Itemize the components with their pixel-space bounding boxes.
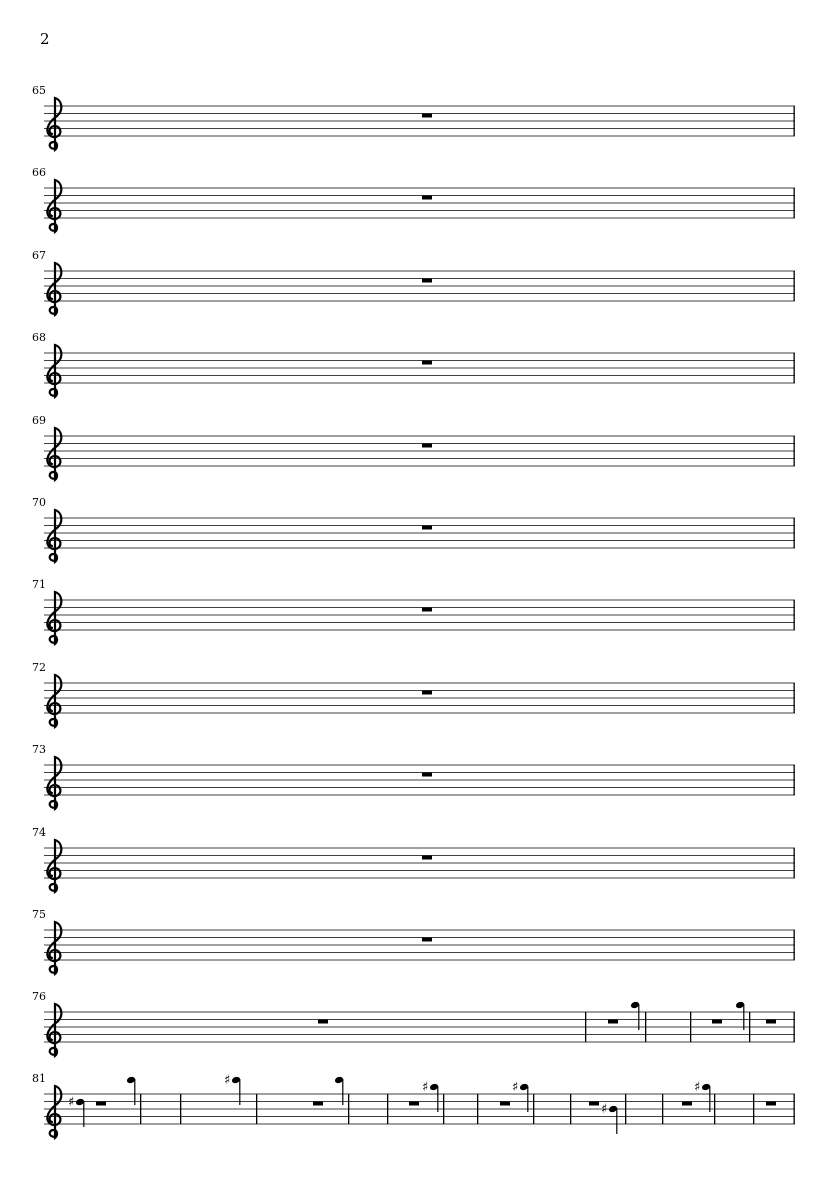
whole-rest-icon [712,1020,722,1024]
staff [0,178,835,238]
barline [794,848,795,878]
barline [256,1094,257,1124]
note [601,1102,618,1134]
sharp-icon: ♯ [68,1095,75,1110]
note [512,1080,529,1112]
measure-number: 65 [32,84,46,97]
note [694,1080,711,1112]
staff [0,1002,835,1062]
measure-number: 66 [32,166,46,179]
staff-system [0,990,835,1062]
note [334,1076,344,1105]
staff-system [0,578,835,650]
whole-rest-icon [422,938,432,942]
whole-rest-icon [422,608,432,612]
measure-number: 72 [32,661,46,674]
barline [714,1094,715,1124]
staff [0,261,835,321]
note [224,1073,241,1105]
barline [387,1094,388,1124]
staff-system [0,166,835,238]
staff [0,508,835,568]
whole-rest-icon [422,526,432,530]
whole-rest-icon [313,1102,323,1106]
measure-number: 75 [32,908,46,921]
barline [645,1012,646,1042]
page-number: 2 [40,30,50,48]
barline [753,1094,754,1124]
note [68,1095,85,1127]
staff-system [0,414,835,486]
staff [0,673,835,733]
barline [140,1094,141,1124]
note [630,1001,640,1030]
measure-number: 71 [32,578,46,591]
whole-rest-icon [422,444,432,448]
whole-rest-icon [422,856,432,860]
whole-rest-icon [96,1102,106,1106]
barline [794,436,795,466]
staff-system [0,826,835,898]
staff [0,96,835,156]
staff-system [0,908,835,980]
whole-rest-icon [682,1102,692,1106]
barline [477,1094,478,1124]
whole-rest-icon [318,1020,328,1024]
staff-system [0,249,835,321]
staff [0,920,835,980]
staff [0,838,835,898]
barline [794,1012,795,1042]
note [126,1076,136,1105]
barline [794,930,795,960]
whole-rest-icon [589,1102,599,1106]
barline [794,271,795,301]
whole-rest-icon [422,196,432,200]
whole-rest-icon [422,361,432,365]
staff-system [0,743,835,815]
barline [662,1094,663,1124]
staff-system [0,1072,835,1144]
sharp-icon: ♯ [512,1080,519,1095]
staff-system [0,331,835,403]
barline [443,1094,444,1124]
barline [794,518,795,548]
whole-rest-icon [422,114,432,118]
staff-system [0,496,835,568]
sharp-icon: ♯ [422,1080,429,1095]
note [422,1080,439,1112]
barline [348,1094,349,1124]
whole-rest-icon [766,1102,776,1106]
barline [570,1094,571,1124]
measure-number: 67 [32,249,46,262]
barline [690,1012,691,1042]
sharp-icon: ♯ [224,1073,231,1088]
whole-rest-icon [422,691,432,695]
barline [794,683,795,713]
whole-rest-icon [422,773,432,777]
measure-number: 70 [32,496,46,509]
sharp-icon: ♯ [694,1080,701,1095]
measure-number: 74 [32,826,46,839]
measure-number: 76 [32,990,46,1003]
barline [749,1012,750,1042]
staff [0,755,835,815]
barline [794,600,795,630]
whole-rest-icon [608,1020,618,1024]
barline [625,1094,626,1124]
staff-system [0,84,835,156]
staff [0,343,835,403]
barline [794,188,795,218]
whole-rest-icon [422,279,432,283]
staff [0,426,835,486]
whole-rest-icon [766,1020,776,1024]
barline [533,1094,534,1124]
barline [180,1094,181,1124]
barline [585,1012,586,1042]
whole-rest-icon [500,1102,510,1106]
staff [0,590,835,650]
staff-system [0,661,835,733]
measure-number: 69 [32,414,46,427]
measure-number: 73 [32,743,46,756]
barline [794,765,795,795]
measure-number: 68 [32,331,46,344]
note [735,1001,745,1030]
barline [794,106,795,136]
barline [794,1094,795,1124]
barline [794,353,795,383]
measure-number: 81 [32,1072,46,1085]
sharp-icon: ♯ [601,1102,608,1117]
whole-rest-icon [409,1102,419,1106]
